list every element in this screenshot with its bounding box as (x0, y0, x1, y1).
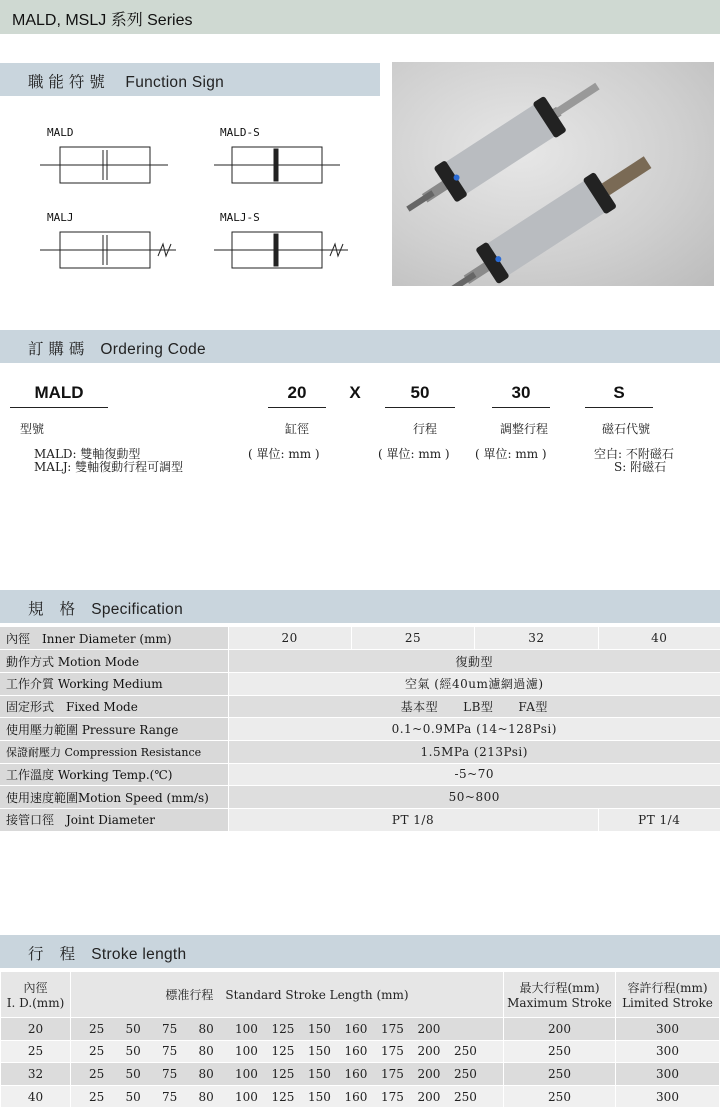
magnet-note-blank: 空白: 不附磁石 (594, 447, 674, 461)
stroke-length-value: 80 (198, 1089, 214, 1104)
stroke-length-value: 150 (308, 1089, 331, 1104)
header-limited-stroke (616, 972, 720, 1018)
stroke-length-title: 行 程 Stroke length (28, 946, 187, 963)
spec-value: 0.1~0.9MPa (14~128Psi) (228, 718, 720, 741)
symbol-label-mald: MALD (47, 126, 74, 139)
spec-row-working-medium (0, 672, 720, 695)
header-id-en: I. D.(mm) (6, 996, 65, 1010)
stroke-length-value: 50 (125, 1021, 141, 1036)
code-bore: 20 (287, 383, 307, 402)
stroke-length-value: 175 (381, 1066, 404, 1081)
table-row (1, 1085, 720, 1108)
series-header (0, 0, 720, 34)
symbol-malj (40, 232, 176, 268)
stroke-lengths (71, 1063, 504, 1086)
stroke-length-value: 100 (235, 1021, 258, 1036)
stroke-limit: 300 (616, 1018, 720, 1041)
stroke-max: 250 (504, 1040, 616, 1063)
stroke-length-value: 150 (308, 1066, 331, 1081)
header-max-cn: 最大行程(mm) (519, 981, 600, 995)
caption-adjust-stroke: 調整行程 (499, 422, 548, 436)
stroke-length-value: 50 (125, 1044, 141, 1059)
symbol-mald (40, 147, 168, 183)
stroke-length-value: 75 (162, 1066, 178, 1081)
code-adjust-stroke-underline (492, 407, 550, 408)
specification-table (0, 627, 720, 832)
stroke-length-value: 125 (271, 1044, 295, 1059)
stroke-limit: 300 (616, 1040, 720, 1063)
stroke-id: 32 (1, 1063, 71, 1086)
header-standard-stroke: 標准行程 Standard Stroke Length (mm) (71, 972, 504, 1018)
header-id-cn: 內徑 (23, 981, 48, 995)
stroke-length-value: 75 (162, 1021, 178, 1036)
stroke-length-value: 100 (235, 1089, 258, 1104)
table-row (1, 1018, 720, 1041)
spec-label: 工作溫度 Working Temp.(℃) (0, 763, 228, 786)
stroke-length-value: 200 (417, 1089, 441, 1104)
stroke-id: 20 (1, 1018, 71, 1041)
stroke-lengths (71, 1040, 504, 1063)
stroke-length-value: 100 (235, 1066, 258, 1081)
stroke-length-value: 200 (417, 1021, 441, 1036)
spec-label: 工作介質 Working Medium (0, 672, 228, 695)
stroke-length-value: 175 (381, 1044, 404, 1059)
header-max-en: Maximum Stroke (507, 996, 612, 1010)
stroke-length-value: 160 (344, 1021, 368, 1036)
stroke-length-value: 250 (454, 1066, 477, 1081)
stroke-max: 250 (504, 1085, 616, 1108)
stroke-length-value: 150 (308, 1021, 331, 1036)
spec-value: 基本型 LB型 FA型 (228, 695, 720, 718)
stroke-max: 200 (504, 1018, 616, 1041)
caption-model: 型號 (20, 422, 45, 436)
spec-row-working-temp (0, 763, 720, 786)
stroke-length-value: 125 (271, 1066, 295, 1081)
code-magnet-underline (585, 407, 653, 408)
spec-value: 1.5MPa (213Psi) (228, 740, 720, 763)
stroke-length-table (0, 971, 720, 1108)
unit-adjust-stroke: ( 單位: mm ) (475, 447, 547, 461)
spec-value: 32 (475, 627, 598, 650)
ordering-code-header (0, 330, 720, 363)
stroke-length-value: 175 (381, 1021, 404, 1036)
ordering-code-title: 訂 購 碼 Ordering Code (28, 341, 206, 358)
table-row (1, 1063, 720, 1086)
model-note-malj: MALJ: 雙軸復動行程可調型 (34, 460, 184, 474)
header-lim-en: Limited Stroke (622, 996, 713, 1010)
stroke-length-header (0, 935, 720, 968)
symbol-label-malj-s: MALJ-S (220, 211, 260, 224)
stroke-length-value: 25 (89, 1044, 105, 1059)
stroke-length-value: 125 (271, 1021, 295, 1036)
spec-row-joint-diameter (0, 809, 720, 832)
code-separator: X (349, 383, 361, 402)
stroke-length-value: 125 (271, 1089, 295, 1104)
stroke-length-value: 80 (198, 1021, 214, 1036)
spec-value: 復動型 (228, 650, 720, 673)
stroke-length-value: 160 (344, 1066, 368, 1081)
spec-row-motion-mode (0, 650, 720, 673)
spec-row-inner-diameter (0, 627, 720, 650)
stroke-length-value: 80 (198, 1066, 214, 1081)
function-sign-title: 職 能 符 號 Function Sign (28, 74, 225, 91)
stroke-id: 25 (1, 1040, 71, 1063)
stroke-id: 40 (1, 1085, 71, 1108)
code-magnet: S (613, 383, 625, 402)
stroke-lengths (71, 1085, 504, 1108)
stroke-length-value: 250 (454, 1089, 477, 1104)
spec-label: 使用速度範圍Motion Speed (mm/s) (0, 786, 228, 809)
stroke-length-value: 50 (125, 1066, 141, 1081)
spec-label: 使用壓力範圍 Pressure Range (0, 718, 228, 741)
unit-stroke: ( 單位: mm ) (378, 447, 450, 461)
spec-value: 25 (351, 627, 474, 650)
stroke-length-value: 25 (89, 1021, 105, 1036)
stroke-length-value: 80 (198, 1044, 214, 1059)
stroke-lengths (71, 1018, 504, 1041)
cylinder-symbols-diagram (0, 140, 380, 280)
unit-bore: ( 單位: mm ) (248, 447, 320, 461)
spec-label: 動作方式 Motion Mode (0, 650, 228, 673)
stroke-length-value: 75 (162, 1044, 178, 1059)
stroke-length-value: 25 (89, 1089, 105, 1104)
stroke-length-value: 160 (344, 1044, 368, 1059)
caption-magnet: 磁石代號 (601, 422, 650, 436)
header-max-stroke (504, 972, 616, 1018)
header-inner-diameter (1, 972, 71, 1018)
stroke-length-value: 200 (417, 1066, 441, 1081)
stroke-length-value: 75 (162, 1089, 178, 1104)
series-title: MALD, MSLJ 系列 Series (12, 12, 193, 29)
spec-label: 內徑 Inner Diameter (mm) (0, 627, 228, 650)
stroke-length-value: 150 (308, 1044, 331, 1059)
code-model: MALD (34, 383, 84, 402)
specification-header (0, 590, 720, 623)
symbol-label-mald-s: MALD-S (220, 126, 260, 139)
spec-row-fixed-mode (0, 695, 720, 718)
spec-value: PT 1/4 (598, 809, 720, 832)
stroke-header-row (1, 972, 720, 1018)
spec-row-pressure-range (0, 718, 720, 741)
stroke-length-value (454, 1022, 491, 1036)
stroke-max: 250 (504, 1063, 616, 1086)
spec-label: 保證耐壓力 Compression Resistance (0, 740, 228, 763)
caption-stroke: 行程 (412, 422, 437, 436)
stroke-limit: 300 (616, 1085, 720, 1108)
cylinder-photo-illustration (392, 62, 714, 286)
code-model-underline (10, 407, 108, 408)
stroke-length-value: 160 (344, 1089, 368, 1104)
spec-value: 40 (598, 627, 720, 650)
spec-value: -5~70 (228, 763, 720, 786)
product-photo (392, 62, 714, 286)
model-note-mald: MALD: 雙軸復動型 (34, 447, 141, 461)
magnet-note-s: S: 附磁石 (614, 460, 667, 474)
caption-bore: 缸徑 (284, 422, 309, 436)
spec-value: 50~800 (228, 786, 720, 809)
function-sign-header (0, 63, 380, 96)
stroke-length-value: 175 (381, 1089, 404, 1104)
stroke-length-value: 100 (235, 1044, 258, 1059)
table-row (1, 1040, 720, 1063)
spec-value: 20 (228, 627, 351, 650)
stroke-limit: 300 (616, 1063, 720, 1086)
spec-value: 空氣 (經40um濾網過濾) (228, 672, 720, 695)
symbol-label-malj: MALJ (47, 211, 74, 224)
code-adjust-stroke: 30 (511, 383, 531, 402)
spec-row-motion-speed (0, 786, 720, 809)
code-bore-underline (268, 407, 326, 408)
spec-row-compression-resistance (0, 740, 720, 763)
stroke-length-value: 25 (89, 1066, 105, 1081)
stroke-length-value: 250 (454, 1044, 477, 1059)
symbol-malj-s (214, 232, 348, 268)
spec-label: 固定形式 Fixed Mode (0, 695, 228, 718)
spec-label: 接管口徑 Joint Diameter (0, 809, 228, 832)
code-stroke-underline (385, 407, 455, 408)
symbol-mald-s (214, 147, 340, 183)
stroke-length-value: 50 (125, 1089, 141, 1104)
code-stroke: 50 (410, 383, 430, 402)
stroke-length-value: 200 (417, 1044, 441, 1059)
spec-value: PT 1/8 (228, 809, 598, 832)
specification-title: 規 格 Specification (28, 601, 183, 618)
header-lim-cn: 容許行程(mm) (627, 981, 708, 995)
